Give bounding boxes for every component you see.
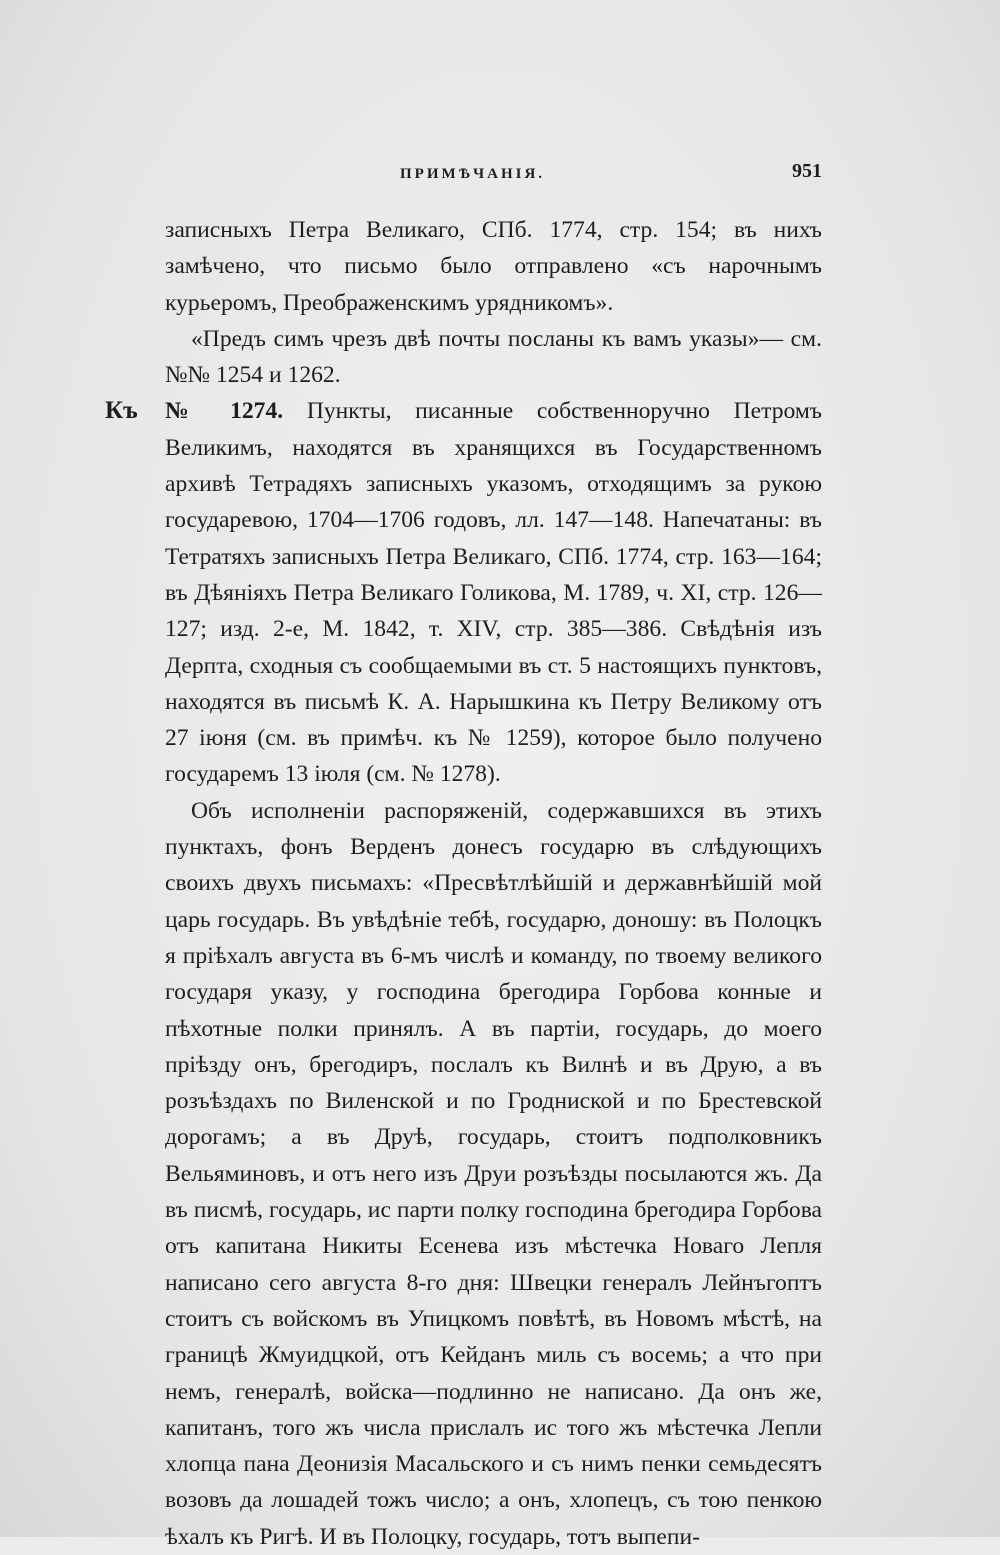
page-number: 951 [792, 160, 822, 182]
entry-paragraph [165, 393, 822, 792]
entry-1274 [105, 393, 822, 792]
entry-number: № 1274. [165, 398, 284, 425]
paragraph-3: Пункты, писанные собственноручно Петромъ Великимъ, находятся въ хранящихся въ Государственномъ архивѣ Тетрадяхъ записныхъ указомъ, отходящимъ за рукою государевою, 1704—1706 годовъ, лл. 147—148. Напечатаны: въ Тетратяхъ записныхъ Петра Великаго, СПб. 1774, стр. 163—164; въ Дѣяніяхъ Петра Великаго Голикова, М. 1789, ч. XI, стр. 126— 127; изд. 2-е, М. 1842, т. XIV, стр. 385—386. Свѣдѣнія изъ Дерпта, сходныя съ сообщаемыми въ ст. 5 настоящихъ пунктовъ, находятся въ письмѣ К. А. Нарышкина къ Петру Великому отъ 27 іюня (см. въ примѣч. къ № 1259), которое было получено государемъ 13 іюля (см. № 1278). [165, 398, 822, 788]
page-header [160, 160, 822, 190]
body-text [105, 212, 822, 1555]
paragraph-4: Объ исполненіи распоряженій, содержавшихся въ этихъ пунктахъ, фонъ Верденъ донесъ государю въ слѣдующихъ своихъ двухъ письмахъ: «Пресвѣтлѣйшій и державнѣйшій мой царь государь. Въ увѣдѣніе тебѣ, государю, доношу: въ Полоцкъ я пріѣхалъ августа въ 6-мъ числѣ и команду, по твоему великого государя указу, у господина брегодира Горбова конные и пѣхотные полки принялъ. А въ партіи, государь, до моего пріѣзду онъ, брегодиръ, послалъ къ Вилнѣ и въ Друю, а въ розъѣздахъ по Виленской и по Гродниской и по Брестевской дорогамъ; а въ Друѣ, государь, стоитъ подполковникъ Вельяминовъ, и отъ него изъ Друи розъѣзды посылаются жъ. Да въ писмѣ, государь, ис парти полку господина брегодира Горбова отъ капитана Никиты Есенева изъ мѣстечка Новаго Лепля написано сего августа 8-го дня: Швецки генералъ Лейнъгоптъ стоитъ съ войскомъ въ Упицкомъ повѣтѣ, въ Новомъ мѣстѣ, на границѣ Жмуидцкой, отъ Кейданъ миль съ восемь; а что при немъ, генералѣ, войска—подлинно не написано. Да онъ же, капитанъ, того жъ числа прислалъ ис того жъ мѣстечка Лепли хлопца пана Деонизія Масальского и съ нимъ пенки семьдесятъ возовъ да лошадей тожъ число; а онъ, хлопецъ, съ тою пенкою ѣхалъ къ Ригѣ. И въ Полоцку, государь, тотъ выпепи- [165, 797, 822, 1550]
paragraph-1: записныхъ Петра Великаго, СПб. 1774, стр. 154; въ нихъ замѣчено, что письмо было отправлено «съ нарочнымъ курьеромъ, Преображенскимъ урядникомъ». [165, 217, 822, 316]
running-title: ПРИМѢЧАНІЯ. [400, 166, 546, 182]
entry-label: Къ [105, 397, 138, 425]
paragraph-2: «Предъ симъ чрезъ двѣ почты посланы къ вамъ указы»— см. №№ 1254 и 1262. [165, 325, 822, 389]
